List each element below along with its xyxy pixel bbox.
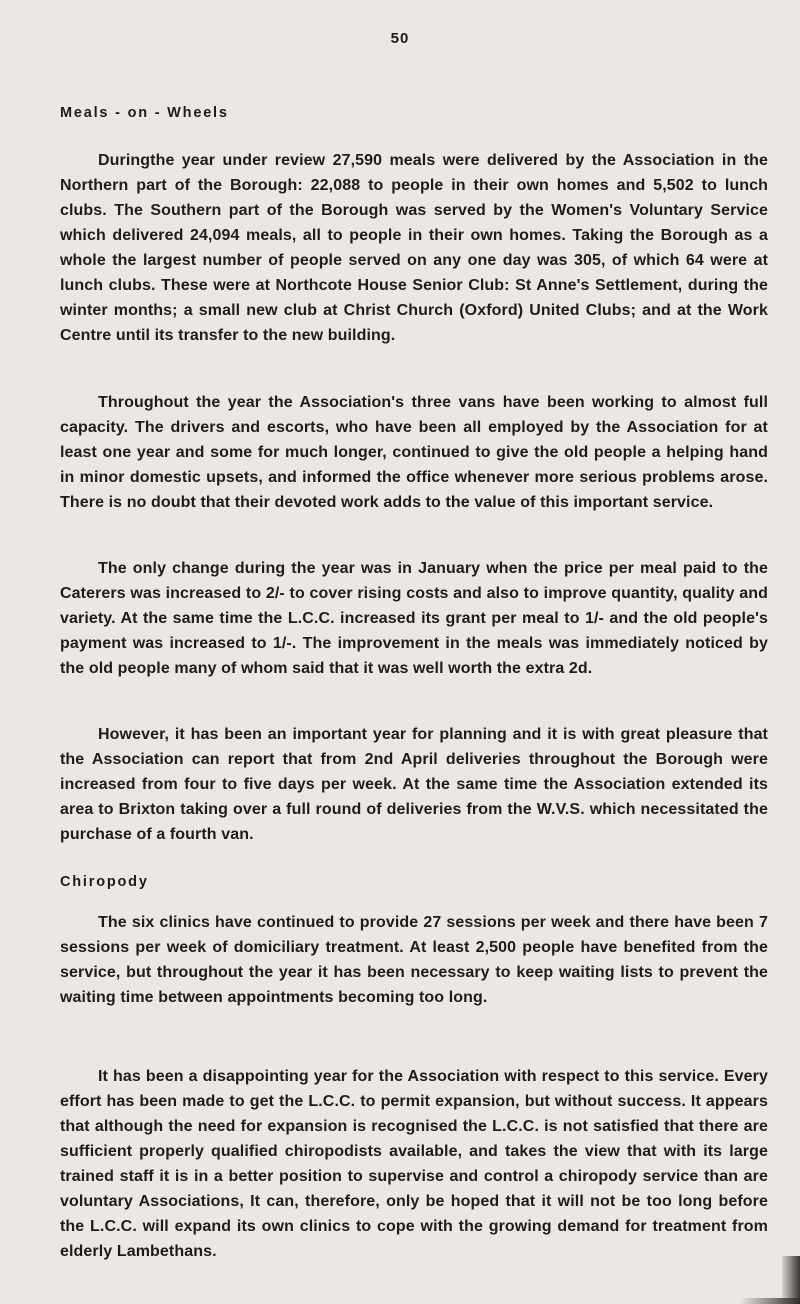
paragraph: The only change during the year was in January when the price per meal paid to the Caterers was increased to 2/- to cover rising costs and also to improve quantity, quality and variety. At the same time the L.C.C. increased its grant per meal to 1/- and the old people's payment was increased to 1/-. The improvement in the meals was immediately noticed by the old people many of whom said that it was well worth the extra 2d. <box>60 560 768 677</box>
section-heading-meals-on-wheels: Meals - on - Wheels <box>60 105 229 121</box>
paragraph: Throughout the year the Association's three vans have been working to almost full capacity. The drivers and escorts, who have been all employed by the Association for at least one year and some for much longer, continued to give the old people a helping hand in minor domestic upsets, and informed the office whenever more serious problems arose. There is no doubt that their devoted work adds to the value of this important service. <box>60 394 768 511</box>
paragraph: The six clinics have continued to provide 27 sessions per week and there have been 7 sessions per week of domiciliary treatment. At least 2,500 people have benefited from the service, but throughout the year it has been necessary to keep waiting lists to prevent the waiting time between appointments becoming too long. <box>60 914 768 1006</box>
paragraph: Duringthe year under review 27,590 meals were delivered by the Association in the Northern part of the Borough: 22,088 to people in their own homes and 5,502 to lunch clubs. The Southern part of the Borough was served by the Women's Voluntary Service which delivered 24,094 meals, all to people in their own homes. Taking the Borough as a whole the largest number of people served on any one day was 305, of which 64 were at lunch clubs. These were at Northcote House Senior Club: St Anne's Settlement, during the winter months; a small new club at Christ Church (Oxford) United Clubs; and at the Work Centre until its transfer to the new building. <box>60 152 768 344</box>
section-heading-chiropody: Chiropody <box>60 874 149 890</box>
page-edge-shadow <box>782 1256 800 1304</box>
paragraph: It has been a disappointing year for the Association with respect to this service. Every effort has been made to get the L.C.C. to permit expansion, but without success. It appears that although the need for expansion is recognised the L.C.C. is not satisfied that there are sufficient properly qualified chiropodists available, and takes the view that with its large trained staff it is in a better position to supervise and control a chiropody service than are voluntary Associations, It can, therefore, only be hoped that it will not be too long before the L.C.C. will expand its own clinics to cope with the growing demand for treatment from elderly Lambethans. <box>60 1068 768 1260</box>
paragraph: However, it has been an important year for planning and it is with great pleasure that the Association can report that from 2nd April deliveries throughout the Borough were increased from four to five days per week. At the same time the Association extended its area to Brixton taking over a full round of deliveries from the W.V.S. which necessitated the purchase of a fourth van. <box>60 726 768 843</box>
page-number: 50 <box>390 30 410 47</box>
page-bottom-strip <box>740 1298 800 1304</box>
